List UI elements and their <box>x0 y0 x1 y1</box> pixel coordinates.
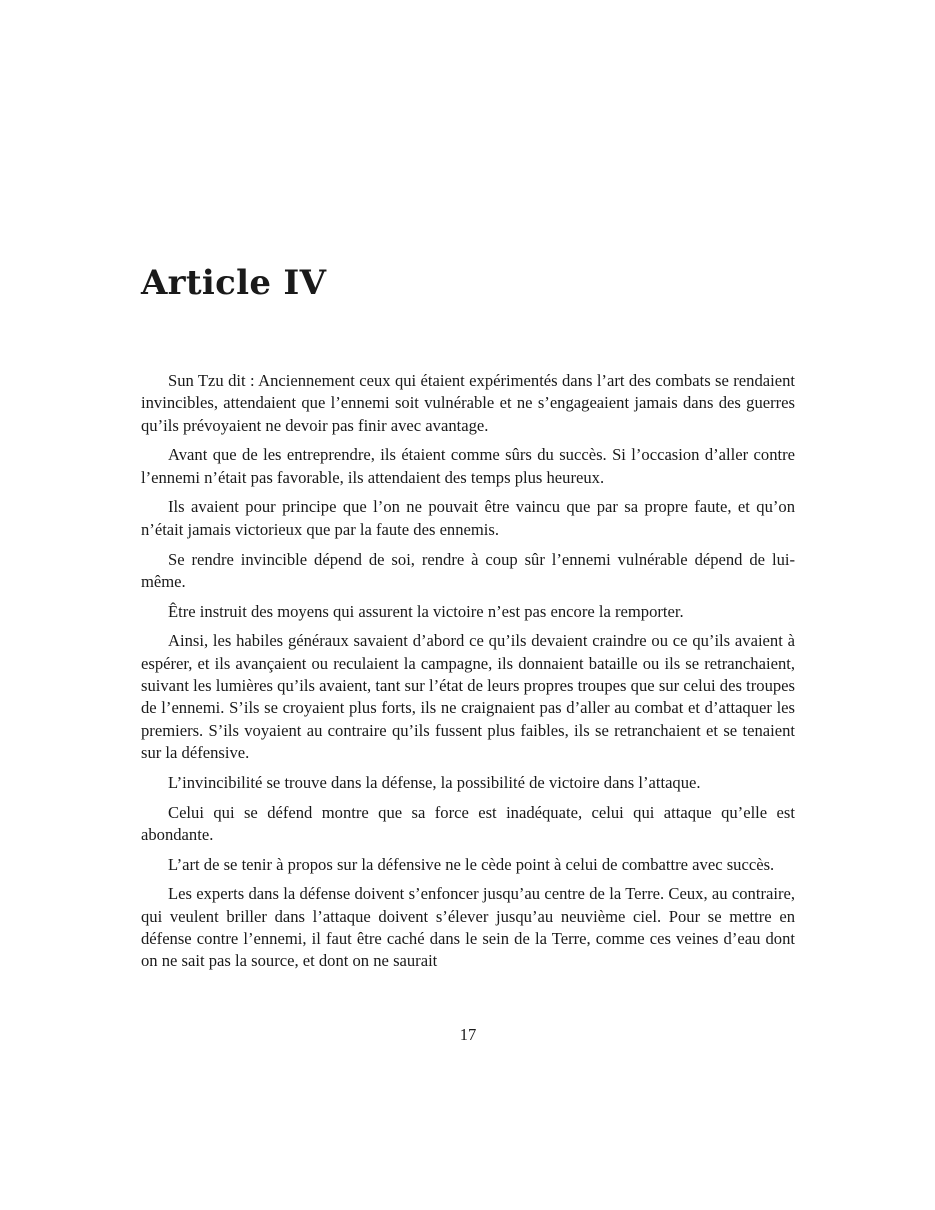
paragraph: Avant que de les entreprendre, ils étaient comme sûrs du succès. Si l’occasion d’aller contre l’ennemi n’était pas favorable, ils attendaient des temps plus heureux. <box>141 445 795 487</box>
paragraph: Les experts dans la défense doivent s’enfoncer jusqu’au centre de la Terre. Ceux, au contraire, qui veulent briller dans l’attaque doivent s’élever jusqu’au neuvième ciel. Pour se mettre en défense contre l’ennemi, il faut être caché dans le sein de la Terre, comme ces veines d’eau dont on ne sait pas la source, et dont on ne saurait <box>141 884 795 971</box>
paragraph: Ils avaient pour principe que l’on ne pouvait être vaincu que par sa propre faute, et qu’on n’était jamais victorieux que par la faute des ennemis. <box>141 497 795 539</box>
paragraph: L’invincibilité se trouve dans la défense, la possibilité de victoire dans l’attaque. <box>168 772 701 792</box>
paragraph: Sun Tzu dit : Anciennement ceux qui étaient expérimentés dans l’art des combats se rendaient invincibles, attendaient que l’ennemi soit vulnérable et ne s’engageaient jamais dans des guerres qu’ils prévoyaient ne devoir pas finir avec avantage. <box>141 371 795 435</box>
paragraph: Être instruit des moyens qui assurent la victoire n’est pas encore la remporter. <box>168 601 684 621</box>
paragraph: Ainsi, les habiles généraux savaient d’abord ce qu’ils devaient craindre ou ce qu’ils avaient à espérer, et ils avançaient ou reculaient la campagne, ils donnaient bataille ou ils se retranchaient, suivant les lumières qu’ils avaient, tant sur l’état de leurs propres troupes que sur celui des troupes de l’ennemi. S’ils se croyaient plus forts, ils ne craignaient pas d’aller au combat et d’attaquer les premiers. S’ils voyaient au contraire qu’ils fussent plus faibles, ils se retranchaient et se tenaient sur la défensive. <box>141 631 795 762</box>
document-page <box>141 0 795 1210</box>
page-number: 17 <box>459 1025 477 1044</box>
chapter-title: Article IV <box>141 263 327 303</box>
body-text <box>141 370 795 980</box>
paragraph: Celui qui se défend montre que sa force est inadéquate, celui qui attaque qu’elle est abondante. <box>141 802 795 844</box>
paragraph: Se rendre invincible dépend de soi, rendre à coup sûr l’ennemi vulnérable dépend de lui-même. <box>141 549 795 591</box>
paragraph: L’art de se tenir à propos sur la défensive ne le cède point à celui de combattre avec succès. <box>168 854 775 874</box>
